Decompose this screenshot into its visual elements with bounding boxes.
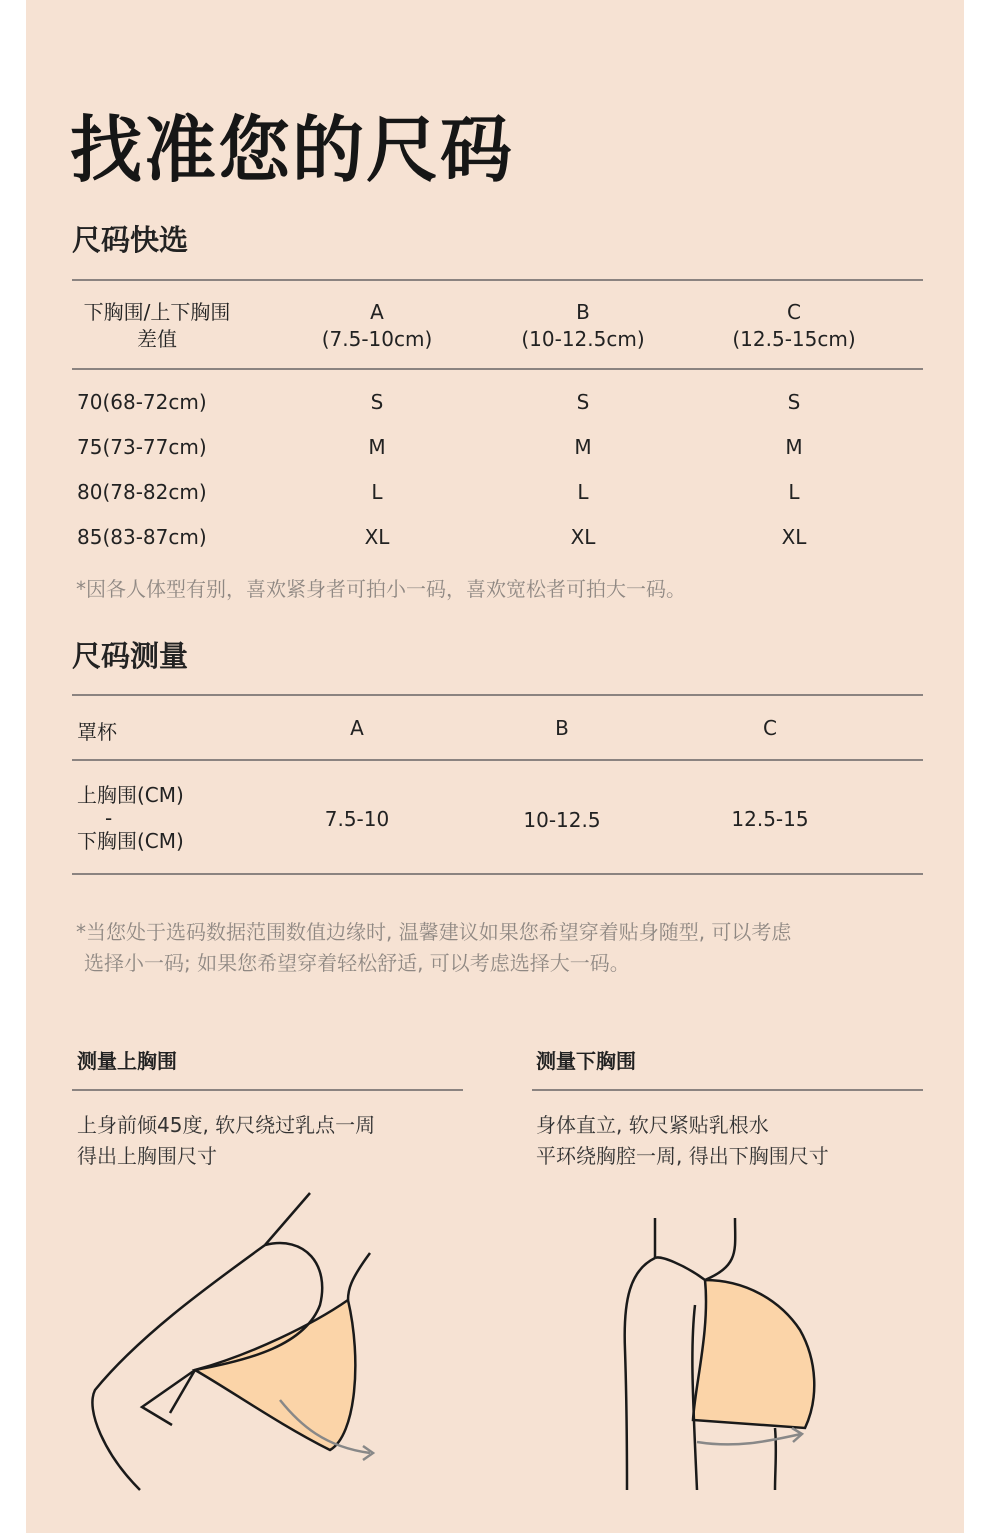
table-cell: S <box>576 390 590 414</box>
table-row-band: 75(73-77cm) <box>77 435 207 459</box>
table-row-band: 70(68-72cm) <box>77 390 207 414</box>
measure-value-c: 12.5-15 <box>731 807 809 831</box>
divider <box>72 694 923 696</box>
lower-guide-text <box>536 1110 829 1172</box>
measure-heading: 尺码测量 <box>72 639 189 673</box>
divider <box>72 1089 463 1091</box>
measure-header-c: C <box>763 716 777 740</box>
divider <box>72 279 923 281</box>
table-row-band: 80(78-82cm) <box>77 480 207 504</box>
table-cell: M <box>574 435 592 459</box>
header-cup: B <box>576 300 590 324</box>
upper-guide-line2: 得出上胸围尺寸 <box>77 1144 217 1168</box>
header-band-line1: 下胸围/上下胸围 <box>83 300 231 324</box>
header-cup: A <box>370 300 384 324</box>
divider <box>72 368 923 370</box>
table-cell: M <box>368 435 386 459</box>
table-cell: L <box>371 480 383 504</box>
measure-value-b: 10-12.5 <box>523 808 601 832</box>
page-title: 找准您的尺码 <box>70 108 515 192</box>
header-band-line2: 差值 <box>137 327 177 351</box>
header-range: (12.5-15cm) <box>732 327 856 351</box>
quick-select-header-col-b <box>498 299 668 353</box>
measure-value-a: 7.5-10 <box>324 807 390 831</box>
quick-select-header-band <box>72 299 242 353</box>
under-bust-measure-illustration-icon <box>605 1210 835 1500</box>
label-under-bust: 下胸围(CM) <box>77 829 184 853</box>
table-cell: M <box>785 435 803 459</box>
measure-header-b: B <box>555 716 569 740</box>
upper-guide-text <box>77 1110 375 1172</box>
measure-row-label <box>77 784 184 853</box>
quick-select-header-col-a <box>297 299 457 353</box>
lower-guide-title: 测量下胸围 <box>536 1049 636 1073</box>
table-cell: L <box>788 480 800 504</box>
table-cell: S <box>787 390 801 414</box>
header-range: (7.5-10cm) <box>321 327 433 351</box>
quick-select-note: *因各人体型有别，喜欢紧身者可拍小一码，喜欢宽松者可拍大一码。 <box>76 577 686 601</box>
header-range: (10-12.5cm) <box>521 327 645 351</box>
measure-note-line1: *当您处于选码数据范围数值边缘时, 温馨建议如果您希望穿着贴身随型, 可以考虑 <box>76 920 792 944</box>
label-minus: - <box>105 806 113 830</box>
divider <box>72 873 923 875</box>
measure-note-line2: 选择小一码; 如果您希望穿着轻松舒适, 可以考虑选择大一码。 <box>84 951 630 975</box>
upper-guide-line1: 上身前倾45度, 软尺绕过乳点一周 <box>77 1113 376 1137</box>
lower-guide-line1: 身体直立, 软尺紧贴乳根水 <box>536 1113 769 1137</box>
measure-note <box>76 917 791 979</box>
divider <box>72 759 923 761</box>
table-cell: XL <box>570 525 596 549</box>
upper-bust-measure-illustration-icon <box>80 1185 400 1505</box>
table-cell: S <box>370 390 384 414</box>
table-cell: XL <box>781 525 807 549</box>
divider <box>532 1089 923 1091</box>
table-cell: XL <box>364 525 390 549</box>
table-row-band: 85(83-87cm) <box>77 525 207 549</box>
table-cell: L <box>577 480 589 504</box>
label-upper-bust: 上胸围(CM) <box>77 783 184 807</box>
header-cup: C <box>787 300 801 324</box>
lower-guide-line2: 平环绕胸腔一周, 得出下胸围尺寸 <box>536 1144 829 1168</box>
upper-guide-title: 测量上胸围 <box>77 1049 177 1073</box>
measure-header-label: 罩杯 <box>77 720 117 744</box>
measure-header-a: A <box>350 716 364 740</box>
quick-select-header-col-c <box>709 299 879 353</box>
quick-select-heading: 尺码快选 <box>72 223 189 257</box>
